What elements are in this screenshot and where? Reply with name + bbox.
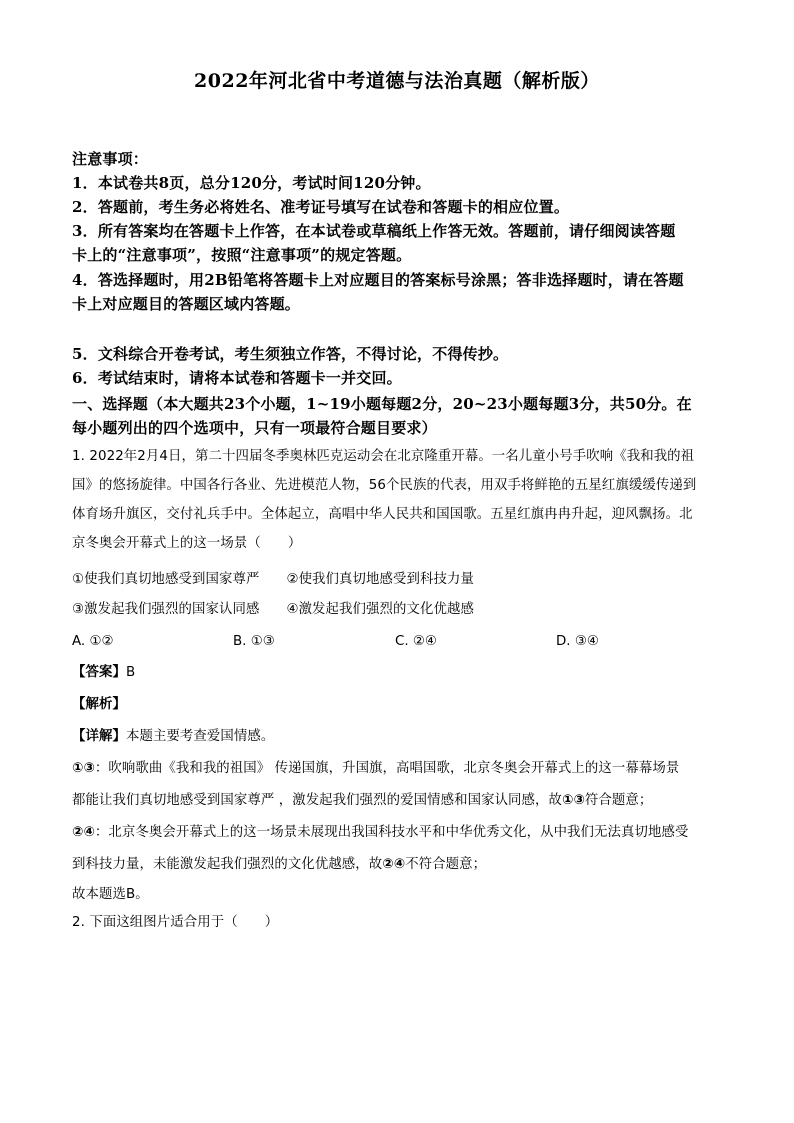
question-1-stem: 京冬奥会开幕式上的这一场景（ ） bbox=[72, 536, 302, 551]
notice-item: 卡上的“注意事项”，按照“注意事项”的规定答题。 bbox=[72, 246, 412, 264]
explanation-marker: ②④ bbox=[72, 825, 95, 840]
page-title: 2022年河北省中考道德与法治真题（解析版） bbox=[194, 70, 600, 92]
question-1-statement: ③激发起我们强烈的国家认同感 ④激发起我们强烈的文化优越感 bbox=[72, 602, 474, 617]
answer-line bbox=[72, 660, 135, 686]
question-2-stem: 2. 下面这组图片适合用于（ ） bbox=[72, 915, 279, 930]
option-d: D. ③④ bbox=[556, 634, 599, 649]
option-c: C. ②④ bbox=[395, 634, 437, 649]
notice-item: 4．答选择题时，用2B铅笔将答题卡上对应题目的答案标号涂黑；答非选择题时，请在答题 bbox=[72, 271, 684, 289]
detail-line bbox=[72, 724, 274, 750]
explanation-marker: ②④ bbox=[382, 857, 406, 872]
explanation-1-continued bbox=[72, 788, 652, 814]
option-b: B. ①③ bbox=[233, 634, 275, 649]
notice-item: 6．考试结束时，请将本试卷和答题卡一并交回。 bbox=[72, 369, 402, 387]
explanation-text: ：吹响歌曲《我和我的祖国》 传递国旗，升国旗，高唱国歌，北京冬奥会开幕式上的这一幕幕场景 bbox=[94, 761, 680, 776]
explanation-1 bbox=[72, 756, 679, 782]
detail-tag: 【详解】 bbox=[72, 729, 126, 744]
notice-item: 卡上对应题目的答题区域内答题。 bbox=[72, 295, 301, 313]
notice-item: 1．本试卷共8页，总分120分，考试时间120分钟。 bbox=[72, 174, 431, 192]
question-1-stem: 1. 2022年2月4日，第二十四届冬季奥林匹克运动会在北京隆重开幕。一名儿童小号手吹响《我和我的祖 bbox=[72, 449, 695, 464]
notice-item: 5．文科综合开卷考试，考生须独立作答，不得讨论，不得传抄。 bbox=[72, 345, 509, 363]
section-heading: 一、选择题（本大题共23个小题，1~19小题每题2分，20~23小题每题3分，共50分。在 bbox=[72, 395, 692, 413]
explanation-text: ：北京冬奥会开幕式上的这一场景未展现出我国科技水平和中华优秀文化，从中我们无法真切地感受 bbox=[94, 825, 689, 840]
section-heading-continued: 每小题列出的四个选项中，只有一项最符合题目要求） bbox=[72, 419, 437, 437]
notice-item: 3．所有答案均在答题卡上作答，在本试卷或草稿纸上作答无效。答题前，请仔细阅读答题 bbox=[72, 222, 676, 240]
analysis-tag: 【解析】 bbox=[72, 697, 126, 712]
answer-value: B bbox=[125, 665, 136, 680]
explanation-2 bbox=[72, 820, 688, 846]
question-1-stem: 体育场升旗区，交付礼兵手中。全体起立，高唱中华人民共和国国歌。五星红旗冉冉升起，迎风飘扬。北 bbox=[72, 507, 693, 522]
conclusion: 故本题选B。 bbox=[72, 887, 149, 902]
question-1-stem: 国》的悠扬旋律。中国各行各业、先进模范人物，56个民族的代表，用双手将鲜艳的五星红旗缓缓传递到 bbox=[72, 478, 697, 493]
explanation-2-continued bbox=[72, 852, 486, 878]
explanation-marker: ①③ bbox=[562, 793, 585, 808]
detail-text: 本题主要考查爱国情感。 bbox=[125, 729, 275, 744]
explanation-marker: ①③ bbox=[72, 761, 95, 776]
explanation-text: 都能让我们真切地感受到国家尊严 ，激发起我们强烈的爱国情感和国家认同感，故 bbox=[72, 793, 563, 808]
answer-tag: 【答案】 bbox=[72, 665, 126, 680]
notice-heading: 注意事项： bbox=[72, 150, 149, 168]
question-1-statement: ①使我们真切地感受到国家尊严 ②使我们真切地感受到科技力量 bbox=[72, 572, 474, 587]
explanation-text: 符合题意； bbox=[584, 793, 653, 808]
explanation-text: 不符合题意； bbox=[405, 857, 487, 872]
notice-item: 2．答题前，考生务必将姓名、准考证号填写在试卷和答题卡的相应位置。 bbox=[72, 198, 570, 216]
option-a: A. ①② bbox=[72, 634, 114, 649]
explanation-text: 到科技力量，未能激发起我们强烈的文化优越感，故 bbox=[72, 857, 383, 872]
